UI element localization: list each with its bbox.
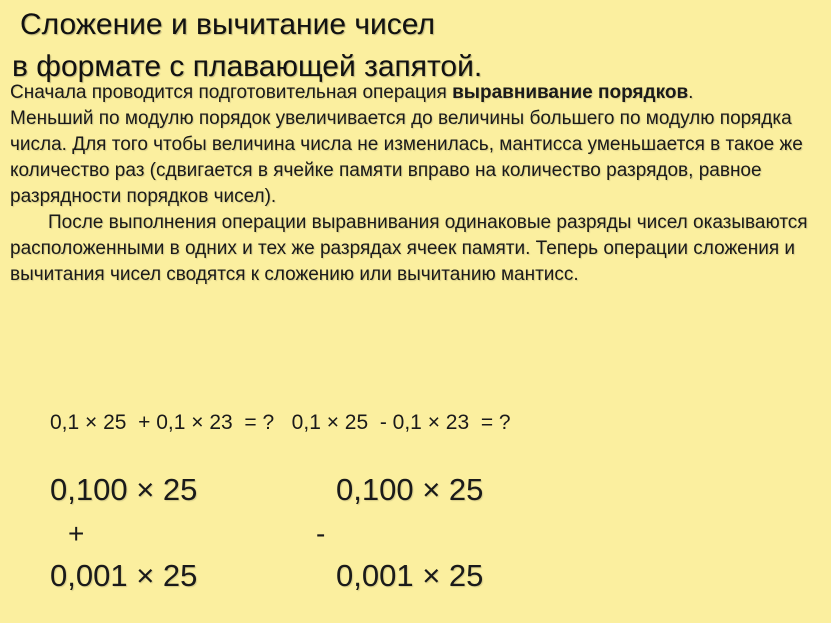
subtraction-top-operand: 0,100 × 25 — [336, 472, 484, 507]
slide-title — [12, 4, 822, 88]
intro-bold-term: выравнивание порядков — [452, 82, 689, 103]
addition-top-operand: 0,100 × 25 — [50, 472, 198, 507]
title-line-2: в формате с плавающей запятой. — [12, 50, 483, 83]
intro-suffix: . — [688, 82, 694, 103]
addition-bottom-operand: 0,001 × 25 — [50, 558, 198, 593]
paragraph-intro — [10, 80, 820, 106]
body-text — [10, 80, 820, 288]
subtraction-operator: - — [316, 518, 326, 549]
addition-operator: + — [68, 518, 85, 549]
intro-text: Сначала проводится подготовительная операция — [10, 82, 453, 103]
subtraction-bottom-operand: 0,001 × 25 — [336, 558, 484, 593]
paragraph-conclusion: После выполнения операции выравнивания одинаковые разряды чисел оказываются расположенными в одних и тех же разрядах ячеек памяти. Теперь операции сложения и вычитания чисел сводятся к сложению или вычитанию мантисс. — [10, 212, 808, 285]
paragraph-explanation: Меньший по модулю порядок увеличивается до величины большего по модулю порядка числа. Для того чтобы величина числа не изменилась, мантисса уменьшается в такое же количество раз (сдвигается в ячейке памяти вправо на количество разрядов, равное разрядности порядков чисел). — [10, 108, 803, 207]
formula-example: 0,1 × 25 + 0,1 × 23 = ? 0,1 × 25 - 0,1 × 23 = ? — [50, 411, 511, 434]
title-line-1: Сложение и вычитание чисел — [20, 8, 435, 41]
